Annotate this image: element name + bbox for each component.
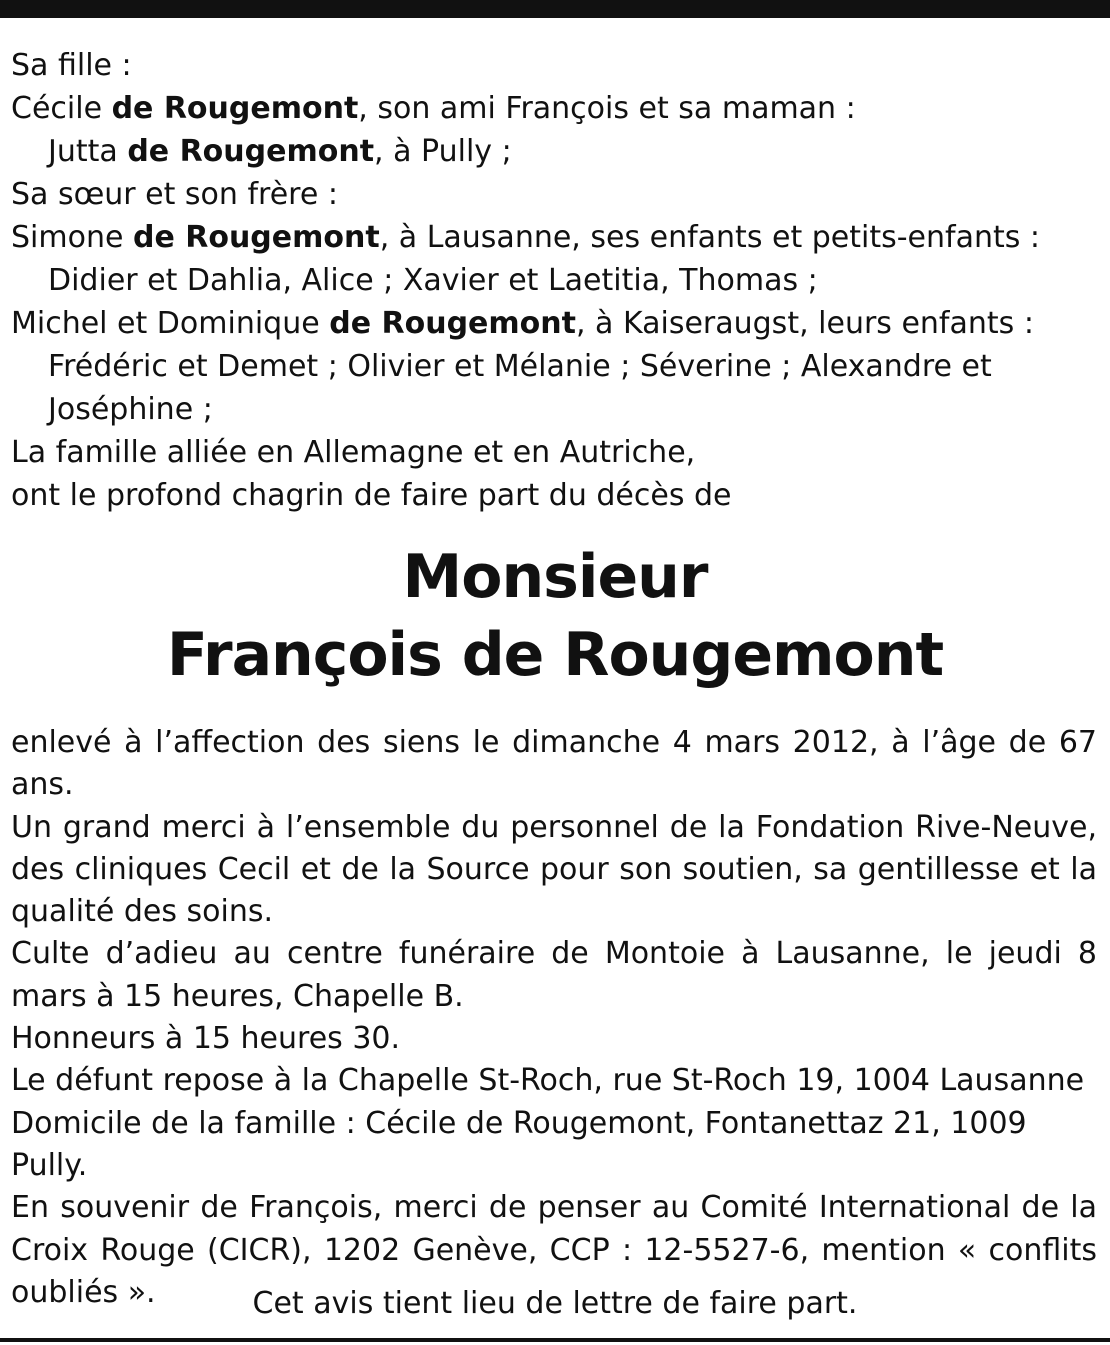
family-line (11, 44, 1101, 87)
deceased-name: François de Rougemont (166, 620, 944, 690)
family-surname: de Rougemont (132, 220, 380, 255)
notice-body (11, 722, 1097, 1314)
donation-paragraph: En souvenir de François, merci de penser au Comité International de la Croix Rouge (CICR), 1202 Genève, CCP : 12-5527-6, mention « conflits oubliés ». (11, 1190, 1097, 1310)
family-children: Frédéric et Demet ; Olivier et Mélanie ; Séverine ; Alexandre et Joséphine ; (48, 349, 992, 427)
family-line (11, 474, 1101, 517)
family-line (11, 259, 1101, 302)
deceased-heading (0, 538, 1110, 694)
family-member: Cécile (11, 91, 112, 126)
deceased-title: Monsieur (402, 542, 708, 612)
family-line (11, 345, 998, 431)
rest-place-paragraph: Le défunt repose à la Chapelle St-Roch, rue St-Roch 19, 1004 Lausanne (11, 1063, 1085, 1099)
announcement-intro: ont le profond chagrin de faire part du décès de (11, 478, 732, 513)
family-member: Jutta (48, 134, 128, 169)
family-line (11, 87, 1101, 130)
family-list (11, 44, 1101, 517)
family-line (11, 173, 1101, 216)
family-member-detail: , à Lausanne, ses enfants et petits-enfants : (379, 220, 1041, 255)
family-line (11, 302, 1101, 345)
family-extended: La famille alliée en Allemagne et en Autriche, (11, 435, 696, 470)
honours-paragraph: Honneurs à 15 heures 30. (11, 1021, 401, 1057)
family-member-detail: , à Kaiseraugst, leurs enfants : (575, 306, 1034, 341)
family-line (11, 130, 1101, 173)
closing-note: Cet avis tient lieu de lettre de faire part. (252, 1286, 858, 1321)
family-children: Didier et Dahlia, Alice ; Xavier et Laetitia, Thomas ; (48, 263, 818, 298)
family-line (11, 216, 1101, 259)
family-surname: de Rougemont (329, 306, 576, 341)
thanks-paragraph: Un grand merci à l’ensemble du personnel de la Fondation Rive-Neuve, des cliniques Cecil et de la Source pour son soutien, sa gentillesse et la qualité des soins. (11, 809, 1097, 930)
family-surname: de Rougemont (111, 91, 359, 126)
bottom-rule (0, 1338, 1110, 1342)
family-intro-daughter: Sa fille : (11, 48, 132, 83)
death-date-paragraph: enlevé à l’affection des siens le dimanche 4 mars 2012, à l’âge de 67 ans. (11, 725, 1097, 803)
family-member: Michel et Dominique (11, 306, 330, 341)
family-surname: de Rougemont (127, 134, 375, 169)
family-member: Simone (11, 220, 133, 255)
family-intro-siblings: Sa sœur et son frère : (11, 177, 338, 212)
family-member-detail: , à Pully ; (374, 134, 512, 169)
family-line (11, 431, 1101, 474)
family-member-detail: , son ami François et sa maman : (358, 91, 856, 126)
family-address-paragraph: Domicile de la famille : Cécile de Rougemont, Fontanettaz 21, 1009 Pully. (11, 1105, 1027, 1183)
service-paragraph: Culte d’adieu au centre funéraire de Montoie à Lausanne, le jeudi 8 mars à 15 heures, Chapelle B. (11, 936, 1097, 1014)
